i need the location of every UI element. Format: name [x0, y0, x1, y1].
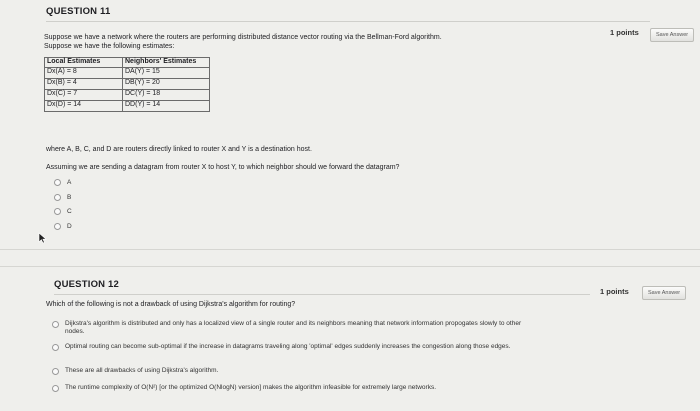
mouse-pointer-icon	[38, 232, 48, 244]
column-header-local: Local Estimates	[45, 58, 123, 68]
answer-option-4[interactable]	[52, 384, 565, 392]
radio-circle-icon[interactable]	[52, 344, 59, 351]
table-cell: DC(Y) = 18	[123, 89, 210, 100]
question-title: QUESTION 12	[54, 279, 590, 295]
answer-option-1[interactable]	[52, 320, 535, 336]
table-row	[45, 78, 210, 89]
question-prompt: Which of the following is not a drawback of using Dijkstra's algorithm for routing?	[46, 301, 296, 308]
answer-option-label: Optimal routing can become sub-optimal if the increase in datagrams traveling along 'optimal' edges suddenly increases the congestion along those edges.	[65, 343, 511, 350]
answer-option-label: These are all drawbacks of using Dijkstra's algorithm.	[65, 367, 219, 374]
table-cell: Dx(B) = 4	[45, 78, 123, 89]
table-cell: DD(Y) = 14	[123, 100, 210, 111]
answer-option-label: A	[67, 179, 72, 186]
answer-option-b[interactable]	[54, 194, 71, 201]
table-header-row	[45, 58, 210, 68]
question-intro: Suppose we have a network where the routers are performing distributed distance vector routing via the Bellman-Ford algorithm.	[44, 34, 442, 41]
radio-circle-icon[interactable]	[54, 208, 61, 215]
table-cell: DA(Y) = 15	[123, 67, 210, 78]
radio-circle-icon[interactable]	[52, 385, 59, 392]
question-intro-estimates: Suppose we have the following estimates:	[44, 43, 175, 50]
question-prompt: Assuming we are sending a datagram from router X to host Y, to which neighbor should we forward the datagram?	[46, 164, 400, 171]
table-cell: Dx(A) = 8	[45, 67, 123, 78]
answer-option-d[interactable]	[54, 223, 72, 230]
answer-option-c[interactable]	[54, 208, 72, 215]
question-where: where A, B, C, and D are routers directly linked to router X and Y is a destination host.	[46, 146, 312, 153]
answer-option-label: C	[67, 208, 72, 215]
radio-circle-icon[interactable]	[52, 321, 59, 328]
table-cell: DB(Y) = 20	[123, 78, 210, 89]
question-title: QUESTION 11	[46, 6, 650, 22]
radio-circle-icon[interactable]	[54, 194, 61, 201]
answer-option-2[interactable]	[52, 343, 535, 351]
table-row	[45, 100, 210, 111]
save-answer-button[interactable]: Save Answer	[650, 28, 694, 42]
radio-circle-icon[interactable]	[54, 223, 61, 230]
answer-option-3[interactable]	[52, 367, 555, 375]
answer-option-label: D	[67, 223, 72, 230]
answer-option-label: B	[67, 194, 72, 201]
points-label: 1 points	[600, 287, 629, 296]
table-cell: Dx(D) = 14	[45, 100, 123, 111]
estimates-table	[44, 57, 210, 112]
radio-circle-icon[interactable]	[54, 179, 61, 186]
radio-circle-icon[interactable]	[52, 368, 59, 375]
answer-option-label: Dijkstra's algorithm is distributed and only has a localized view of a single router and its neighbors meaning that network information propogates slowly to other nodes.	[65, 320, 522, 335]
table-row	[45, 89, 210, 100]
points-label: 1 points	[610, 28, 639, 37]
answer-option-label: The runtime complexity of O(N²) [or the optimized O(NlogN) version] makes the algorithm infeasible for extremely large networks.	[65, 384, 436, 391]
answer-option-a[interactable]	[54, 179, 71, 186]
table-row	[45, 67, 210, 78]
column-header-neighbors: Neighbors' Estimates	[123, 58, 210, 68]
table-cell: Dx(C) = 7	[45, 89, 123, 100]
save-answer-button[interactable]: Save Answer	[642, 286, 686, 300]
